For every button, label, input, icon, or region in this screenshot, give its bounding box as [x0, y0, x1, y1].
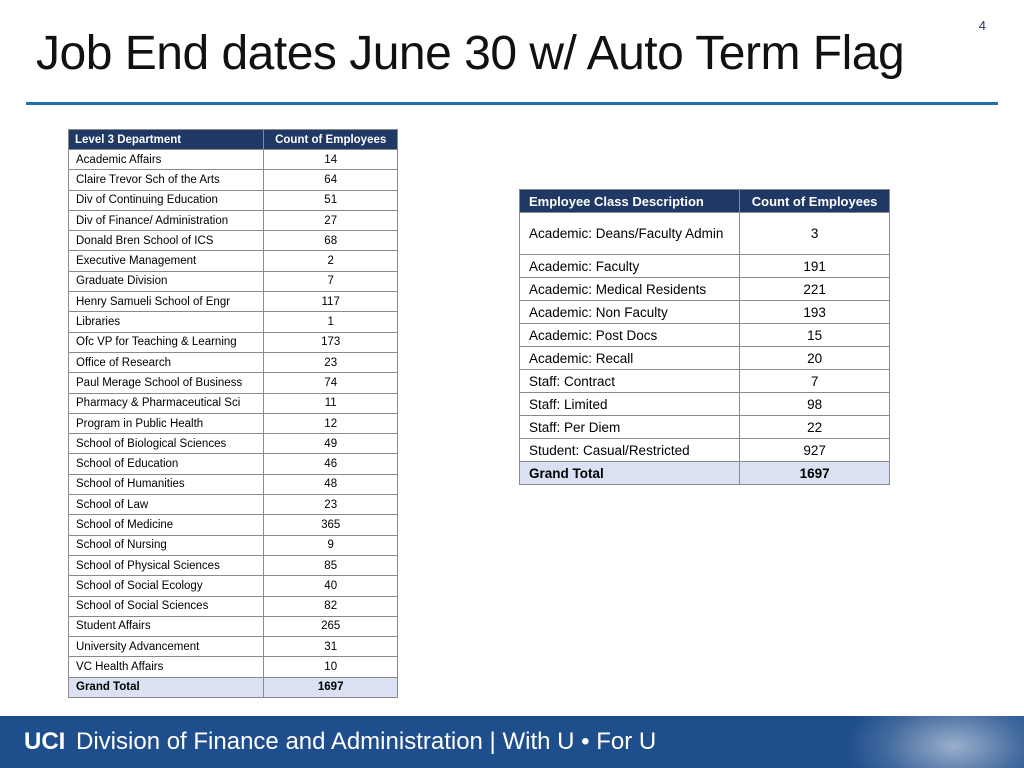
- row-label: Academic: Non Faculty: [520, 301, 740, 324]
- page-number: 4: [978, 18, 986, 33]
- table-row: [69, 515, 398, 535]
- row-count: 74: [264, 373, 398, 393]
- row-count: 193: [740, 301, 890, 324]
- row-label: Staff: Per Diem: [520, 416, 740, 439]
- table-row: [69, 312, 398, 332]
- row-label: Graduate Division: [69, 271, 264, 291]
- title-divider: [26, 102, 998, 105]
- grand-total-row: [520, 462, 890, 485]
- table-row: [520, 370, 890, 393]
- table-row: [69, 454, 398, 474]
- footer-bar: [0, 716, 1024, 768]
- row-label: School of Medicine: [69, 515, 264, 535]
- employee-class-count-table: [519, 189, 890, 485]
- row-label: School of Law: [69, 495, 264, 515]
- row-label: Donald Bren School of ICS: [69, 231, 264, 251]
- table-row: [69, 352, 398, 372]
- row-count: 85: [264, 555, 398, 575]
- grand-total-value: 1697: [740, 462, 890, 485]
- row-count: 98: [740, 393, 890, 416]
- row-count: 7: [264, 271, 398, 291]
- table-row: [69, 150, 398, 170]
- grand-total-label: Grand Total: [69, 677, 264, 697]
- table-row: [69, 637, 398, 657]
- column-header-department: Level 3 Department: [69, 130, 264, 150]
- row-label: School of Physical Sciences: [69, 555, 264, 575]
- row-count: 2: [264, 251, 398, 271]
- row-count: 117: [264, 292, 398, 312]
- department-count-table: [68, 129, 398, 698]
- footer-text: [24, 728, 656, 756]
- row-label: University Advancement: [69, 637, 264, 657]
- table-row: [69, 413, 398, 433]
- row-count: 221: [740, 278, 890, 301]
- row-count: 365: [264, 515, 398, 535]
- row-count: 68: [264, 231, 398, 251]
- row-label: Paul Merage School of Business: [69, 373, 264, 393]
- table-row: [69, 474, 398, 494]
- row-label: Academic Affairs: [69, 150, 264, 170]
- row-label: Student: Casual/Restricted: [520, 439, 740, 462]
- row-label: School of Biological Sciences: [69, 434, 264, 454]
- table-row: [520, 301, 890, 324]
- row-label: Henry Samueli School of Engr: [69, 292, 264, 312]
- grand-total-value: 1697: [264, 677, 398, 697]
- table-row: [520, 439, 890, 462]
- row-count: 51: [264, 190, 398, 210]
- table-row: [69, 495, 398, 515]
- row-count: 22: [740, 416, 890, 439]
- row-count: 15: [740, 324, 890, 347]
- table-header-row: [69, 130, 398, 150]
- row-count: 31: [264, 637, 398, 657]
- row-count: 9: [264, 535, 398, 555]
- row-count: 46: [264, 454, 398, 474]
- row-count: 23: [264, 495, 398, 515]
- row-label: School of Humanities: [69, 474, 264, 494]
- row-label: Student Affairs: [69, 616, 264, 636]
- grand-total-row: [69, 677, 398, 697]
- table-row: [69, 332, 398, 352]
- row-count: 64: [264, 170, 398, 190]
- table-row: [69, 596, 398, 616]
- table-row: [69, 210, 398, 230]
- row-count: 82: [264, 596, 398, 616]
- row-count: 3: [740, 213, 890, 255]
- table-row: [69, 616, 398, 636]
- row-label: VC Health Affairs: [69, 657, 264, 677]
- uci-logo-text: UCI: [24, 728, 66, 755]
- row-label: Academic: Deans/Faculty Admin: [520, 213, 740, 255]
- row-count: 265: [264, 616, 398, 636]
- footer-division-text: Division of Finance and Administration | With U • For U: [76, 728, 657, 755]
- row-label: Ofc VP for Teaching & Learning: [69, 332, 264, 352]
- row-label: Academic: Recall: [520, 347, 740, 370]
- table-row: [69, 251, 398, 271]
- row-label: Office of Research: [69, 352, 264, 372]
- table-row: [69, 657, 398, 677]
- row-label: Program in Public Health: [69, 413, 264, 433]
- row-label: Pharmacy & Pharmaceutical Sci: [69, 393, 264, 413]
- table-row: [69, 292, 398, 312]
- row-label: School of Social Sciences: [69, 596, 264, 616]
- table-row: [520, 255, 890, 278]
- table-row: [69, 190, 398, 210]
- column-header-employee-class: Employee Class Description: [520, 190, 740, 213]
- row-count: 927: [740, 439, 890, 462]
- row-count: 23: [264, 352, 398, 372]
- row-count: 10: [264, 657, 398, 677]
- table-row: [520, 324, 890, 347]
- column-header-count: Count of Employees: [740, 190, 890, 213]
- row-label: School of Social Ecology: [69, 576, 264, 596]
- table-row: [69, 231, 398, 251]
- row-count: 49: [264, 434, 398, 454]
- table-row: [69, 535, 398, 555]
- row-label: Div of Continuing Education: [69, 190, 264, 210]
- row-label: Academic: Medical Residents: [520, 278, 740, 301]
- grand-total-label: Grand Total: [520, 462, 740, 485]
- column-header-count: Count of Employees: [264, 130, 398, 150]
- slide-title: Job End dates June 30 w/ Auto Term Flag: [36, 27, 905, 80]
- row-count: 1: [264, 312, 398, 332]
- table-row: [520, 393, 890, 416]
- footer-glow: [844, 716, 1024, 768]
- row-label: Libraries: [69, 312, 264, 332]
- row-count: 11: [264, 393, 398, 413]
- row-label: Academic: Faculty: [520, 255, 740, 278]
- table-row: [69, 576, 398, 596]
- row-count: 48: [264, 474, 398, 494]
- row-count: 7: [740, 370, 890, 393]
- row-label: Staff: Limited: [520, 393, 740, 416]
- table-row: [520, 278, 890, 301]
- row-label: Academic: Post Docs: [520, 324, 740, 347]
- table-row: [520, 416, 890, 439]
- row-label: Div of Finance/ Administration: [69, 210, 264, 230]
- row-label: Executive Management: [69, 251, 264, 271]
- table-row: [69, 434, 398, 454]
- row-count: 14: [264, 150, 398, 170]
- row-count: 27: [264, 210, 398, 230]
- row-label: School of Nursing: [69, 535, 264, 555]
- row-count: 173: [264, 332, 398, 352]
- row-count: 40: [264, 576, 398, 596]
- table-row: [69, 170, 398, 190]
- table-header-row: [520, 190, 890, 213]
- table-row: [520, 213, 890, 255]
- row-label: School of Education: [69, 454, 264, 474]
- row-label: Claire Trevor Sch of the Arts: [69, 170, 264, 190]
- row-label: Staff: Contract: [520, 370, 740, 393]
- table-row: [69, 373, 398, 393]
- table-row: [69, 271, 398, 291]
- table-row: [69, 393, 398, 413]
- row-count: 191: [740, 255, 890, 278]
- row-count: 20: [740, 347, 890, 370]
- table-row: [520, 347, 890, 370]
- table-row: [69, 555, 398, 575]
- row-count: 12: [264, 413, 398, 433]
